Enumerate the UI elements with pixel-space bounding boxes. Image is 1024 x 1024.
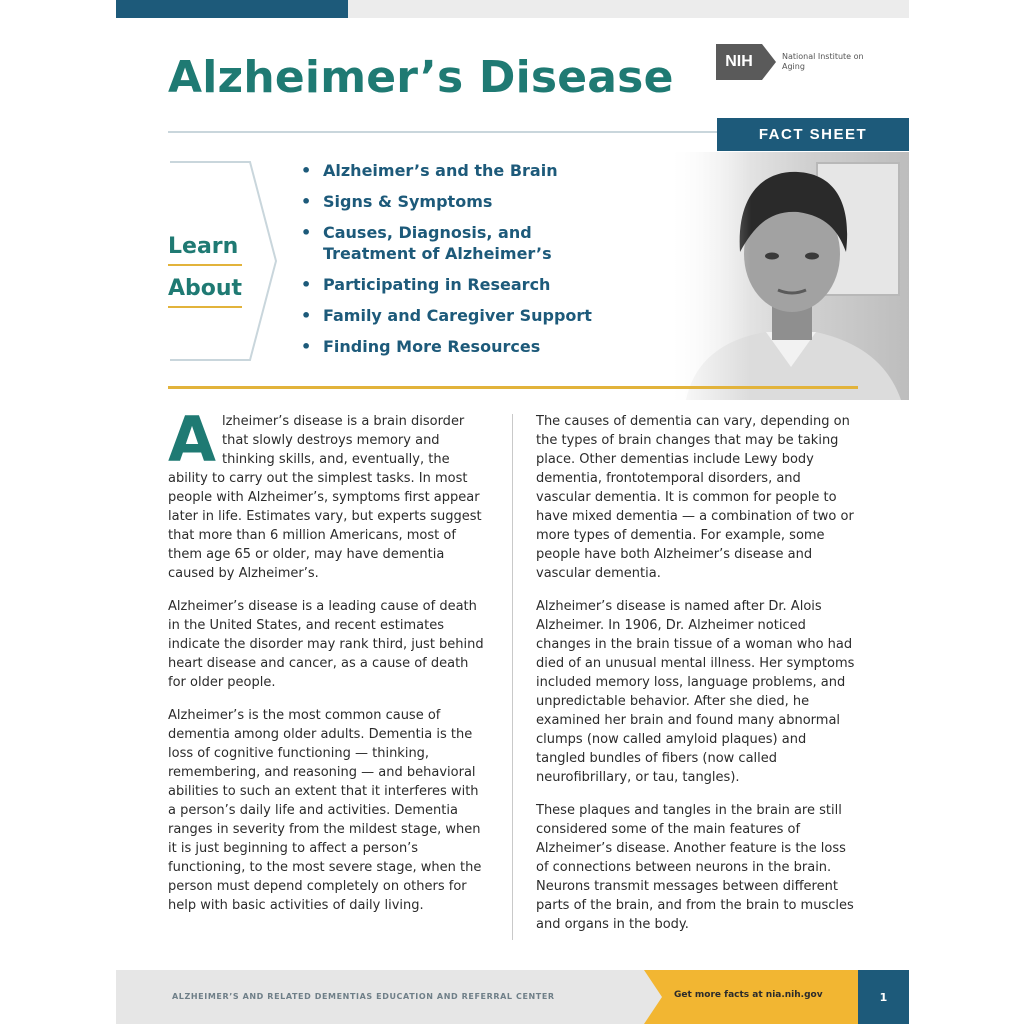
paragraph: These plaques and tangles in the brain are still considered some of the main features of Alzheimer’s disease. Another feature is the loss of connections between neurons in the brain. Neurons transmit messages between different parts of the brain, and from the brain to muscles and organs in the body.	[536, 803, 854, 932]
column-divider	[512, 414, 513, 940]
page-title: Alzheimer’s Disease	[168, 52, 674, 103]
portrait-photo	[666, 152, 909, 400]
drop-cap: A	[168, 403, 216, 476]
paragraph	[168, 403, 488, 583]
title-divider	[168, 131, 718, 133]
section-divider	[168, 386, 858, 389]
paragraph-text: lzheimer’s disease is a brain disorder that slowly destroys memory and thinking skills, and, eventually, the ability to carry out the simplest tasks. In most people with Alzheimer’s, symptoms first appear later in life. Estimates vary, but experts suggest that more than 6 million Americans, most of them age 65 or older, may have dementia caused by Alzheimer’s.	[168, 414, 482, 581]
learn-about-box	[168, 160, 278, 362]
footer-cta-link[interactable]: Get more facts at nia.nih.gov	[674, 990, 823, 1000]
topic-causes[interactable]: • Causes, Diagnosis, and Treatment of Alzheimer’s	[301, 222, 623, 264]
topic-brain[interactable]: • Alzheimer’s and the Brain	[301, 160, 623, 181]
nih-logo-arrow	[762, 44, 776, 80]
top-gray-bar	[348, 0, 909, 18]
body-column-left	[168, 403, 488, 929]
nih-logo-mark: NIH	[716, 44, 762, 80]
footer-bar	[116, 970, 909, 1024]
topics-list	[301, 160, 623, 367]
paragraph: Alzheimer’s disease is named after Dr. Alois Alzheimer. In 1906, Dr. Alzheimer noticed changes in the brain tissue of a woman who had died of an unusual mental illness. Her symptoms included memory loss, language problems, and unpredictable behavior. After she died, he examined her brain and found many abnormal clumps (now called amyloid plaques) and tangled bundles of fibers (now called neurofibrillary, or tau, tangles).	[536, 599, 855, 785]
body-column-right	[536, 412, 856, 948]
learn-label-line1: Learn	[168, 230, 242, 266]
topic-signs[interactable]: • Signs & Symptoms	[301, 191, 623, 212]
paragraph: The causes of dementia can vary, depending on the types of brain changes that may be taking place. Other dementias include Lewy body dementia, frontotemporal disorders, and vascular dementia. It is common for people to have mixed dementia — a combination of two or more types of dementia. For example, some people have both Alzheimer’s disease and vascular dementia.	[536, 414, 854, 581]
paragraph: Alzheimer’s disease is a leading cause of death in the United States, and recent estimates indicate the disorder may rank third, just behind heart disease and cancer, as a cause of death for older people.	[168, 599, 484, 690]
paragraph: Alzheimer’s is the most common cause of dementia among older adults. Dementia is the loss of cognitive functioning — thinking, remembering, and reasoning — and behavioral abilities to such an extent that it interferes with a person’s daily life and activities. Dementia ranges in severity from the mildest stage, when it is just beginning to affect a person’s functioning, to the most severe stage, when the person must depend completely on others for help with basic activities of daily living.	[168, 708, 482, 913]
footer-center-name: ALZHEIMER’S AND RELATED DEMENTIAS EDUCATION AND REFERRAL CENTER	[172, 992, 555, 1001]
topic-research[interactable]: • Participating in Research	[301, 274, 623, 295]
fact-sheet-badge: FACT SHEET	[717, 118, 909, 151]
top-accent-bar	[116, 0, 348, 18]
footer-cta[interactable]	[644, 970, 858, 1024]
learn-label-line2: About	[168, 272, 242, 308]
fact-sheet-page	[116, 0, 909, 1024]
learn-about-label	[168, 230, 242, 314]
photo-fade	[666, 152, 909, 400]
nih-logo	[716, 44, 872, 80]
page-number: 1	[858, 970, 909, 1024]
topic-resources[interactable]: • Finding More Resources	[301, 336, 623, 357]
topic-caregiver[interactable]: • Family and Caregiver Support	[301, 305, 623, 326]
nih-logo-name: National Institute on Aging	[782, 52, 864, 71]
